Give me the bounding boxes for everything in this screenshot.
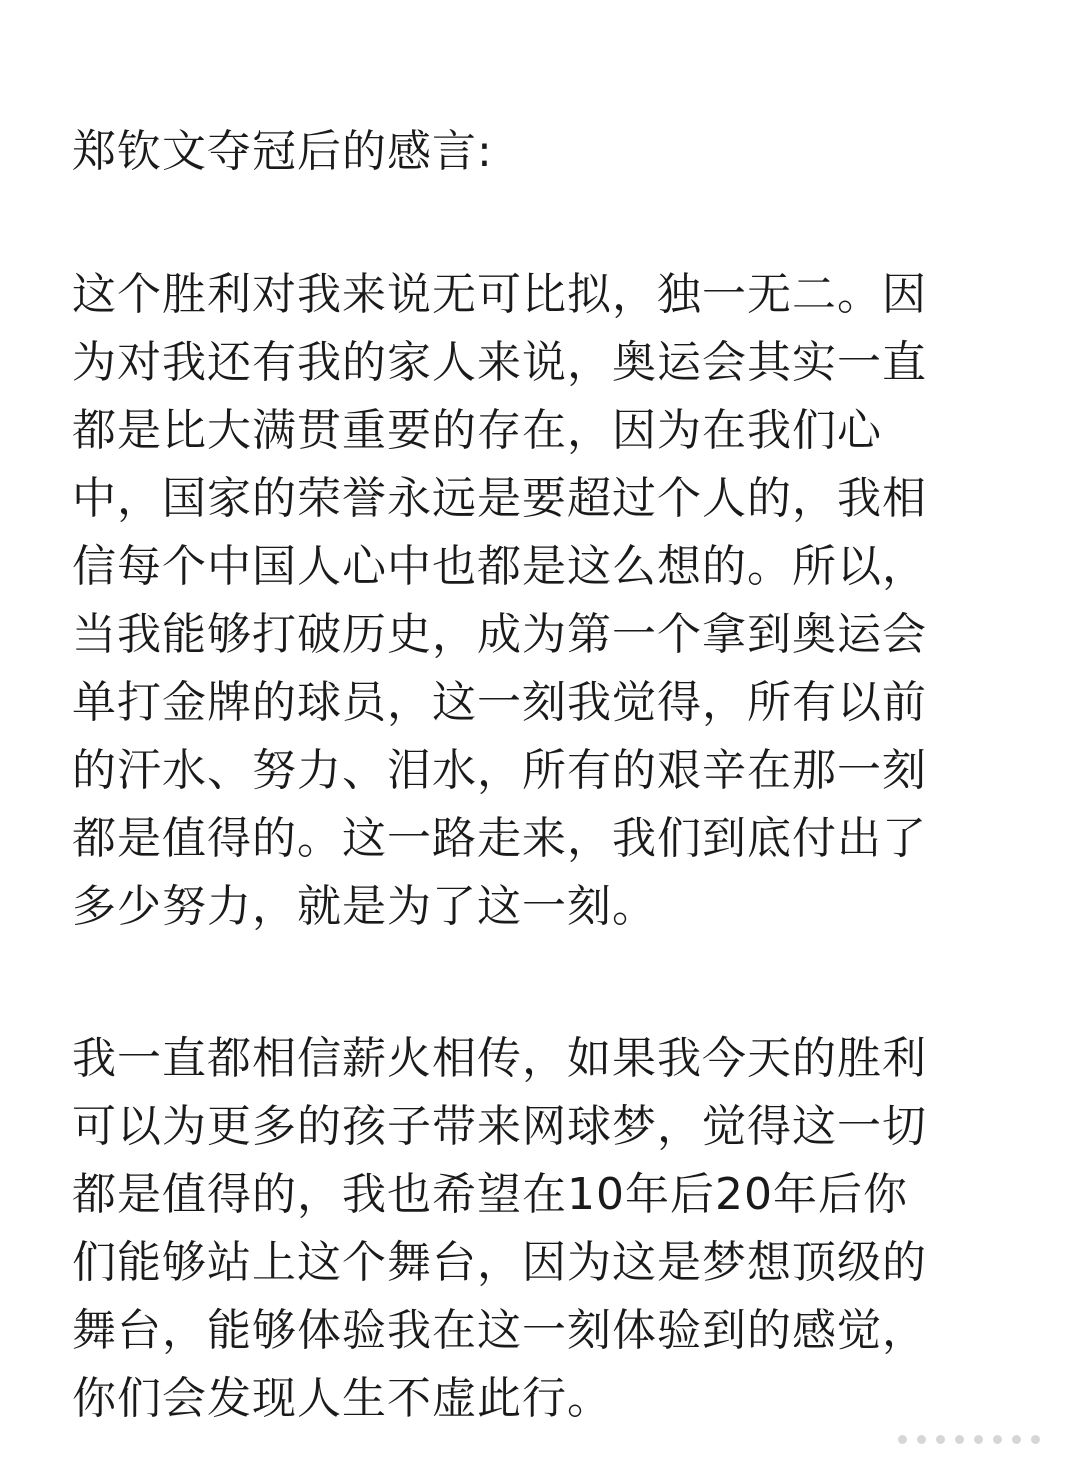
paragraph-2 — [72, 1025, 1008, 1433]
article-title — [72, 118, 1008, 186]
paragraph-2-line: 我一直都相信薪火相传，如果我今天的胜利 — [72, 1033, 927, 1084]
watermark-dots — [898, 1435, 1040, 1444]
paragraph-1-line: 当我能够打破历史，成为第一个拿到奥运会 — [72, 609, 927, 660]
paragraph-1-line: 都是值得的。这一路走来，我们到底付出了 — [72, 813, 927, 864]
paragraph-1-line: 为对我还有我的家人来说，奥运会其实一直 — [72, 337, 927, 388]
paragraph-2-line: 都是值得的，我也希望在10年后20年后你 — [72, 1169, 908, 1220]
watermark-dot — [936, 1435, 945, 1444]
watermark-dot — [993, 1435, 1002, 1444]
paragraph-1-line: 单打金牌的球员，这一刻我觉得，所有以前 — [72, 677, 927, 728]
paragraph-1-line: 信每个中国人心中也都是这么想的。所以， — [72, 541, 927, 592]
paragraph-2-line: 们能够站上这个舞台，因为这是梦想顶级的 — [72, 1237, 927, 1288]
title-text: 郑钦文夺冠后的感言: — [72, 126, 493, 177]
paragraph-1-line: 多少努力，就是为了这一刻。 — [72, 881, 657, 932]
paragraph-1-line: 中，国家的荣誉永远是要超过个人的，我相 — [72, 473, 927, 524]
watermark-dot — [974, 1435, 983, 1444]
watermark-dot — [1031, 1435, 1040, 1444]
paragraph-1-line: 都是比大满贯重要的存在，因为在我们心 — [72, 405, 882, 456]
paragraph-2-line: 你们会发现人生不虚此行。 — [72, 1373, 612, 1424]
watermark-dot — [1012, 1435, 1021, 1444]
paragraph-1-line: 的汗水、努力、泪水，所有的艰辛在那一刻 — [72, 745, 927, 796]
paragraph-2-line: 可以为更多的孩子带来网球梦，觉得这一切 — [72, 1101, 927, 1152]
watermark-dot — [898, 1435, 907, 1444]
paragraph-1 — [72, 261, 1008, 941]
paragraph-1-line: 这个胜利对我来说无可比拟，独一无二。因 — [72, 269, 927, 320]
watermark-dot — [955, 1435, 964, 1444]
paragraph-2-line: 舞台，能够体验我在这一刻体验到的感觉， — [72, 1305, 927, 1356]
watermark-dot — [917, 1435, 926, 1444]
